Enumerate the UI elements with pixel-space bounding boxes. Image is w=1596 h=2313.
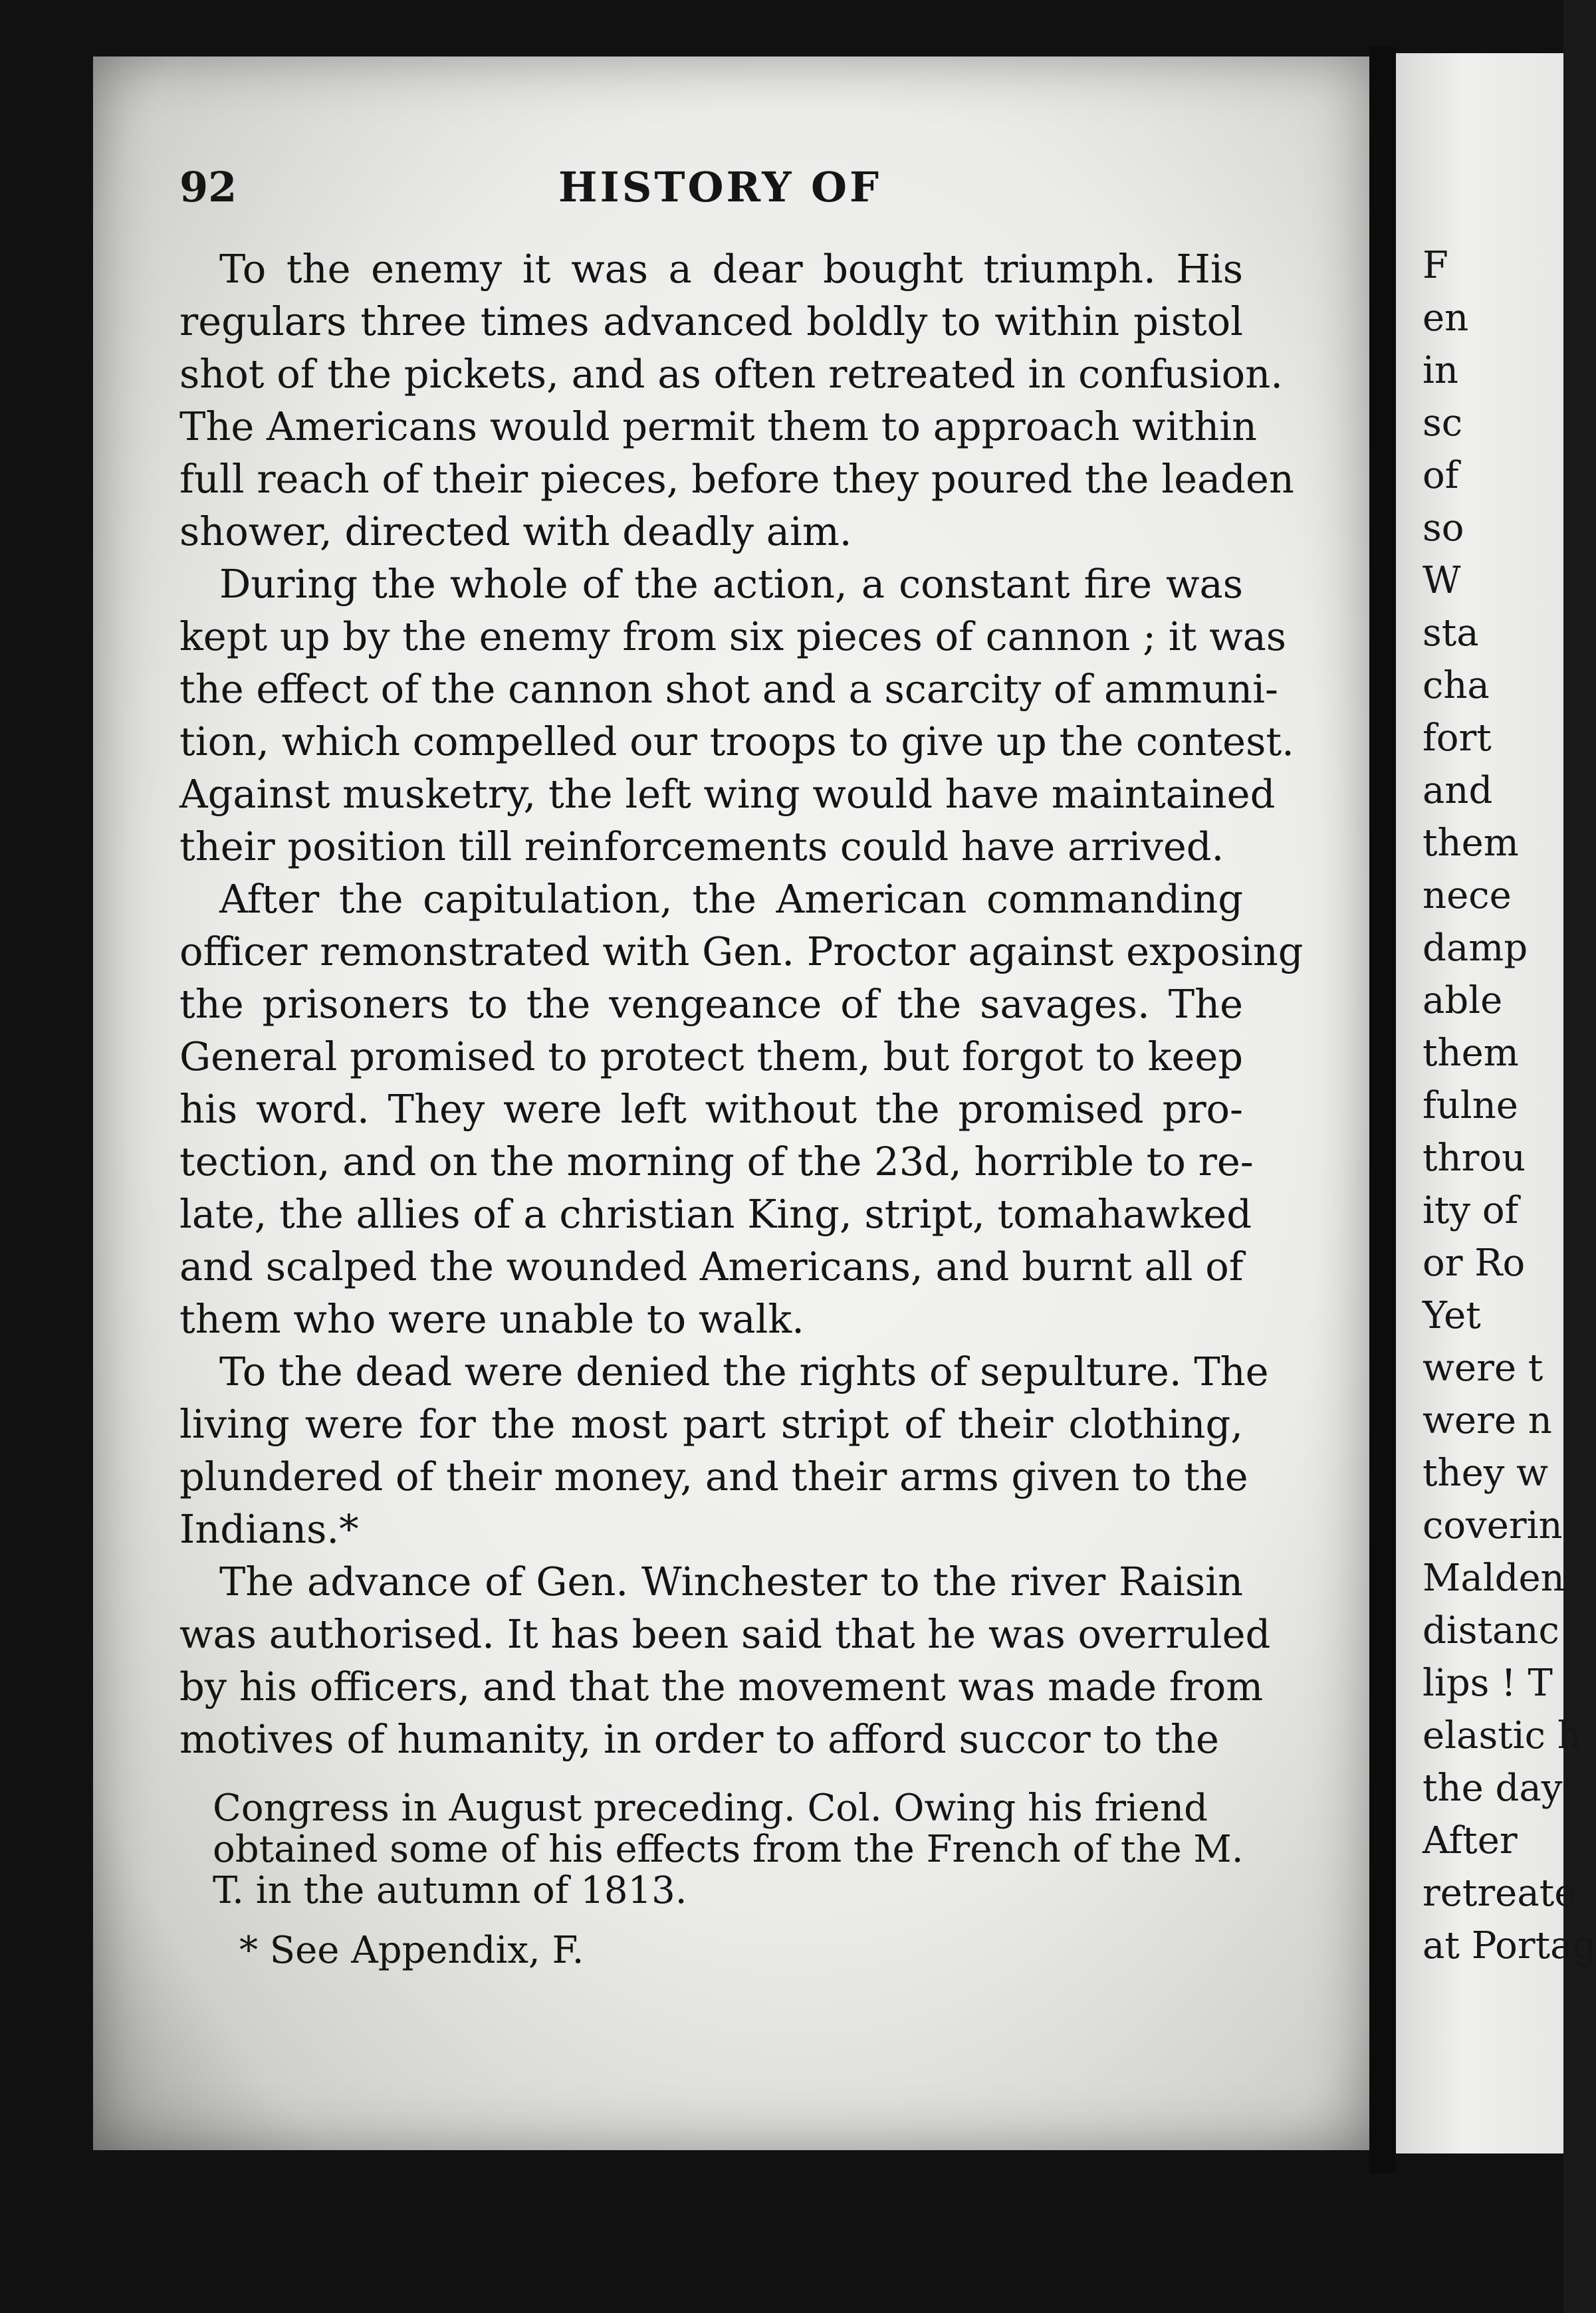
text-line: late, the allies of a christian King, stript, tomahawked <box>179 1191 1252 1237</box>
text-line: living were for the most part stript of their clothing, <box>179 1401 1243 1447</box>
facing-page-line: sc <box>1423 401 1463 445</box>
facing-page-line: Malden <box>1423 1557 1565 1600</box>
facing-page-line: retreate <box>1423 1872 1577 1915</box>
text-line: officer remonstrated with Gen. Proctor against exposing <box>179 929 1304 974</box>
text-line: was authorised. It has been said that he was overruled <box>179 1611 1271 1657</box>
body-text <box>179 243 1304 1765</box>
footnote-appendix: * See Appendix, F. <box>239 1929 584 1972</box>
paragraph <box>179 1555 1271 1765</box>
facing-page-line: nece <box>1423 874 1512 917</box>
facing-page-line: were n <box>1423 1399 1552 1442</box>
footnote-line: T. in the autumn of 1813. <box>213 1869 687 1912</box>
facing-page-line: them <box>1423 822 1519 865</box>
facing-page-line: W <box>1423 559 1461 602</box>
facing-page-line: damp <box>1423 927 1528 970</box>
facing-page-line: Yet <box>1423 1294 1481 1337</box>
facing-page-line: them <box>1423 1032 1519 1075</box>
text-line: tection, and on the morning of the 23d, horrible to re- <box>179 1139 1254 1184</box>
paragraph <box>179 1345 1269 1555</box>
facing-page-line: throu <box>1423 1137 1526 1180</box>
text-line: by his officers, and that the movement was made from <box>179 1664 1264 1709</box>
facing-page-line: so <box>1423 506 1464 550</box>
text-line: To the enemy it was a dear bought triumph. His <box>219 246 1243 292</box>
facing-page-line: en <box>1423 296 1469 340</box>
text-line: the effect of the cannon shot and a scarcity of ammuni- <box>179 666 1278 712</box>
facing-page-line: or Ro <box>1423 1242 1526 1285</box>
facing-page-line: were t <box>1423 1347 1543 1390</box>
facing-page-line: elastic h <box>1423 1714 1581 1757</box>
text-line: plundered of their money, and their arms given to the <box>179 1454 1248 1499</box>
facing-page-line: of <box>1423 454 1459 497</box>
text-line: During the whole of the action, a constant fire was <box>219 561 1243 607</box>
facing-page-line: at Portag <box>1423 1924 1596 1967</box>
facing-page-line: and <box>1423 769 1493 812</box>
text-line: regulars three times advanced boldly to within pistol <box>179 298 1243 344</box>
footnotes <box>213 1788 1250 1971</box>
facing-page-line: cha <box>1423 664 1490 707</box>
text-line: shower, directed with deadly aim. <box>179 508 852 554</box>
facing-page-line: in <box>1423 349 1458 392</box>
paragraph <box>179 243 1294 558</box>
text-line: the prisoners to the vengeance of the savages. The <box>179 981 1243 1027</box>
page-number: 92 <box>179 163 237 211</box>
facing-page-line: fort <box>1423 716 1492 760</box>
facing-page-line: coverin <box>1423 1504 1563 1547</box>
text-line: tion, which compelled our troops to give up the contest. <box>179 718 1294 764</box>
facing-page-line: F <box>1423 244 1448 287</box>
facing-page-line: ity of <box>1423 1189 1519 1232</box>
text-line: kept up by the enemy from six pieces of cannon ; it was <box>179 613 1287 659</box>
page-header <box>179 163 1243 216</box>
facing-page-line: fulne <box>1423 1084 1518 1127</box>
text-line: Against musketry, the left wing would have maintained <box>179 771 1276 817</box>
text-line: The advance of Gen. Winchester to the river Raisin <box>219 1559 1243 1604</box>
footnote-line: Congress in August preceding. Col. Owing his friend <box>213 1787 1208 1830</box>
paragraph <box>179 558 1294 873</box>
footnote-line: obtained some of his effects from the French of the M. <box>213 1828 1244 1871</box>
text-line: To the dead were denied the rights of sepulture. The <box>219 1349 1269 1394</box>
text-line: motives of humanity, in order to afford succor to the <box>179 1716 1219 1762</box>
text-line: them who were unable to walk. <box>179 1296 804 1342</box>
book-gutter <box>1369 47 1396 2173</box>
facing-page-text <box>1423 239 1596 1972</box>
text-line: The Americans would permit them to approach within <box>179 403 1258 449</box>
text-line: General promised to protect them, but forgot to keep <box>179 1034 1243 1079</box>
running-head: HISTORY OF <box>558 163 881 211</box>
text-line: Indians.* <box>179 1506 359 1552</box>
text-line: his word. They were left without the promised pro- <box>179 1086 1243 1132</box>
facing-page-line: they w <box>1423 1452 1549 1495</box>
text-line: After the capitulation, the American commanding <box>219 876 1243 922</box>
text-line: and scalped the wounded Americans, and burnt all of <box>179 1244 1244 1289</box>
facing-page-line: After <box>1423 1819 1518 1862</box>
facing-page-line: able <box>1423 979 1503 1022</box>
facing-page-line: the day <box>1423 1767 1563 1810</box>
text-line: shot of the pickets, and as often retreated in confusion. <box>179 351 1283 397</box>
facing-page-line: lips ! T <box>1423 1662 1553 1705</box>
text-line: full reach of their pieces, before they poured the leaden <box>179 456 1294 502</box>
text-line: their position till reinforcements could have arrived. <box>179 824 1224 869</box>
paragraph <box>179 873 1304 1345</box>
footnote-continuation <box>213 1788 1250 1912</box>
facing-page-line: sta <box>1423 611 1479 655</box>
facing-page-line: distanc <box>1423 1609 1559 1652</box>
